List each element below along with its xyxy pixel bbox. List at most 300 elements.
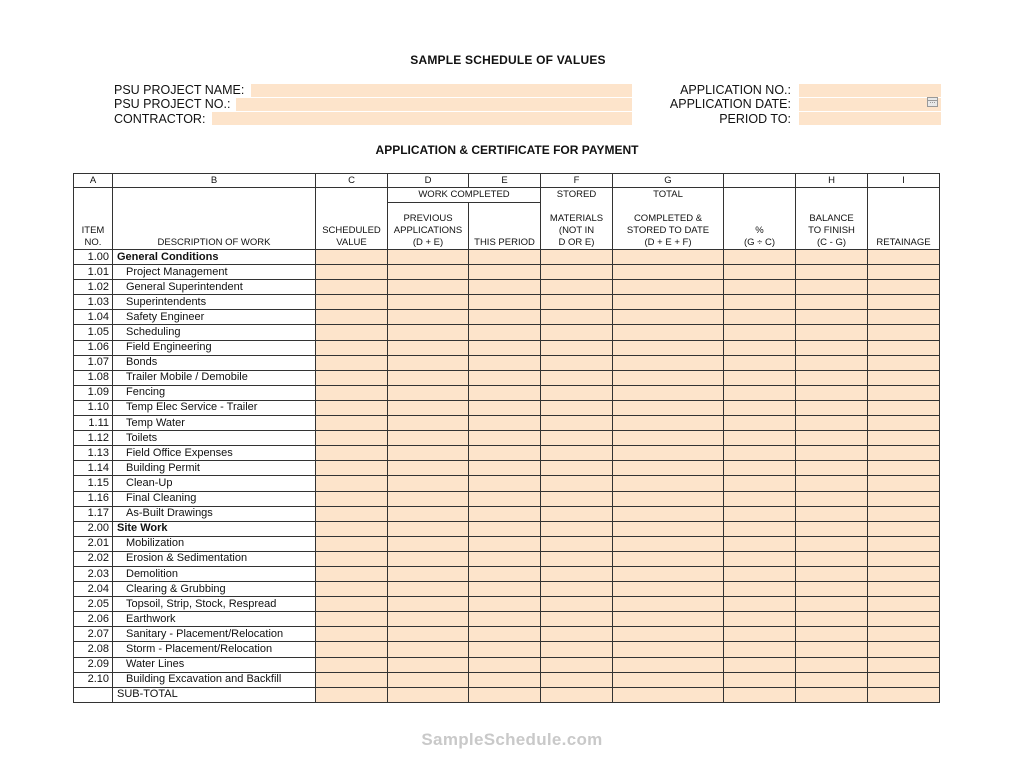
retainage-cell[interactable] <box>868 461 940 476</box>
column-letter: C <box>316 174 388 188</box>
subtotal-previous-applications-cell[interactable] <box>388 687 469 702</box>
retainage-cell[interactable] <box>868 672 940 687</box>
this-period-cell[interactable] <box>469 506 541 521</box>
stored-materials-cell[interactable] <box>541 446 613 461</box>
previous-applications-cell[interactable] <box>388 295 469 310</box>
retainage-cell[interactable] <box>868 566 940 581</box>
subtotal-balance-to-finish-cell[interactable] <box>796 687 868 702</box>
percent-cell[interactable] <box>724 295 796 310</box>
balance-to-finish-cell[interactable] <box>796 582 868 597</box>
scheduled-value-cell[interactable] <box>316 431 388 446</box>
total-completed-cell[interactable] <box>613 325 724 340</box>
percent-cell[interactable] <box>724 446 796 461</box>
application-date-label: APPLICATION DATE: <box>669 97 791 111</box>
total-completed-cell[interactable] <box>613 280 724 295</box>
balance-to-finish-cell[interactable] <box>796 431 868 446</box>
balance-to-finish-cell[interactable] <box>796 672 868 687</box>
column-letter: F <box>541 174 613 188</box>
scheduled-value-cell[interactable] <box>316 612 388 627</box>
percent-cell[interactable] <box>724 551 796 566</box>
table-row <box>74 597 940 612</box>
total-completed-cell[interactable] <box>613 461 724 476</box>
previous-applications-cell[interactable] <box>388 370 469 385</box>
application-date-field[interactable] <box>799 98 941 111</box>
retainage-cell[interactable] <box>868 295 940 310</box>
previous-applications-cell[interactable] <box>388 506 469 521</box>
stored-materials-cell[interactable] <box>541 551 613 566</box>
subtotal-this-period-cell[interactable] <box>469 687 541 702</box>
previous-applications-cell[interactable] <box>388 250 469 265</box>
percent-cell[interactable] <box>724 431 796 446</box>
previous-applications-header: PREVIOUS APPLICATIONS (D + E) <box>388 203 469 250</box>
retainage-cell[interactable] <box>868 536 940 551</box>
work-description: Final Cleaning <box>113 491 316 506</box>
stored-materials-cell[interactable] <box>541 566 613 581</box>
stored-materials-cell[interactable] <box>541 280 613 295</box>
work-description: General Superintendent <box>113 280 316 295</box>
this-period-cell[interactable] <box>469 370 541 385</box>
stored-materials-cell[interactable] <box>541 416 613 431</box>
this-period-cell[interactable] <box>469 325 541 340</box>
stored-materials-cell[interactable] <box>541 657 613 672</box>
item-number: 1.01 <box>74 265 113 280</box>
retainage-cell[interactable] <box>868 491 940 506</box>
scheduled-value-cell[interactable] <box>316 536 388 551</box>
total-completed-cell[interactable] <box>613 446 724 461</box>
balance-to-finish-cell[interactable] <box>796 325 868 340</box>
percent-cell[interactable] <box>724 385 796 400</box>
previous-applications-cell[interactable] <box>388 280 469 295</box>
previous-applications-cell[interactable] <box>388 325 469 340</box>
stored-materials-cell[interactable] <box>541 310 613 325</box>
scheduled-value-cell[interactable] <box>316 446 388 461</box>
previous-applications-cell[interactable] <box>388 265 469 280</box>
retainage-cell[interactable] <box>868 340 940 355</box>
scheduled-value-cell[interactable] <box>316 672 388 687</box>
stored-materials-cell[interactable] <box>541 597 613 612</box>
subtotal-scheduled-value-cell[interactable] <box>316 687 388 702</box>
balance-to-finish-cell[interactable] <box>796 461 868 476</box>
table-row <box>74 657 940 672</box>
work-description: Superintendents <box>113 295 316 310</box>
percent-cell[interactable] <box>724 506 796 521</box>
total-header-line1: TOTAL <box>613 188 724 203</box>
item-number: 1.04 <box>74 310 113 325</box>
stored-materials-cell[interactable] <box>541 582 613 597</box>
balance-to-finish-cell[interactable] <box>796 340 868 355</box>
this-period-cell[interactable] <box>469 340 541 355</box>
this-period-cell[interactable] <box>469 416 541 431</box>
balance-to-finish-cell[interactable] <box>796 506 868 521</box>
previous-applications-cell[interactable] <box>388 551 469 566</box>
scheduled-value-cell[interactable] <box>316 385 388 400</box>
previous-applications-cell[interactable] <box>388 355 469 370</box>
column-letter: A <box>74 174 113 188</box>
subtotal-total-completed-cell[interactable] <box>613 687 724 702</box>
total-completed-cell[interactable] <box>613 506 724 521</box>
item-number: 2.03 <box>74 566 113 581</box>
work-description: Project Management <box>113 265 316 280</box>
scheduled-value-cell[interactable] <box>316 325 388 340</box>
stored-materials-cell[interactable] <box>541 431 613 446</box>
subtotal-retainage-cell[interactable] <box>868 687 940 702</box>
previous-applications-cell[interactable] <box>388 597 469 612</box>
percent-cell[interactable] <box>724 627 796 642</box>
table-row <box>74 340 940 355</box>
scheduled-value-cell[interactable] <box>316 657 388 672</box>
retainage-cell[interactable] <box>868 446 940 461</box>
this-period-cell[interactable] <box>469 431 541 446</box>
this-period-cell[interactable] <box>469 446 541 461</box>
stored-materials-cell[interactable] <box>541 521 613 536</box>
balance-to-finish-cell[interactable] <box>796 612 868 627</box>
scheduled-value-cell[interactable] <box>316 461 388 476</box>
this-period-cell[interactable] <box>469 536 541 551</box>
percent-header: % (G ÷ C) <box>724 203 796 250</box>
table-row <box>74 400 940 415</box>
total-completed-cell[interactable] <box>613 431 724 446</box>
percent-cell[interactable] <box>724 476 796 491</box>
this-period-cell[interactable] <box>469 627 541 642</box>
section-heading: Site Work <box>113 521 316 536</box>
retainage-cell[interactable] <box>868 370 940 385</box>
balance-to-finish-cell[interactable] <box>796 642 868 657</box>
table-row <box>74 355 940 370</box>
balance-to-finish-cell[interactable] <box>796 385 868 400</box>
stored-materials-cell[interactable] <box>541 385 613 400</box>
stored-materials-cell[interactable] <box>541 400 613 415</box>
retainage-cell[interactable] <box>868 476 940 491</box>
percent-cell[interactable] <box>724 521 796 536</box>
scheduled-value-cell[interactable] <box>316 627 388 642</box>
total-completed-cell[interactable] <box>613 295 724 310</box>
previous-applications-cell[interactable] <box>388 431 469 446</box>
table-row <box>74 642 940 657</box>
item-number: 2.05 <box>74 597 113 612</box>
header-row-bottom <box>74 203 940 250</box>
balance-to-finish-cell[interactable] <box>796 250 868 265</box>
retainage-cell[interactable] <box>868 325 940 340</box>
balance-to-finish-cell[interactable] <box>796 536 868 551</box>
form-title: SAMPLE SCHEDULE OF VALUES <box>410 53 606 67</box>
scheduled-value-cell[interactable] <box>316 582 388 597</box>
balance-to-finish-cell[interactable] <box>796 597 868 612</box>
stored-materials-cell[interactable] <box>541 491 613 506</box>
retainage-cell[interactable] <box>868 400 940 415</box>
item-number: 2.01 <box>74 536 113 551</box>
percent-cell[interactable] <box>724 536 796 551</box>
total-completed-cell[interactable] <box>613 310 724 325</box>
percent-cell[interactable] <box>724 265 796 280</box>
work-description: Mobilization <box>113 536 316 551</box>
retainage-cell[interactable] <box>868 582 940 597</box>
total-completed-cell[interactable] <box>613 250 724 265</box>
stored-materials-cell[interactable] <box>541 672 613 687</box>
previous-applications-cell[interactable] <box>388 582 469 597</box>
this-period-cell[interactable] <box>469 400 541 415</box>
application-no-field[interactable] <box>799 84 941 97</box>
balance-to-finish-cell[interactable] <box>796 310 868 325</box>
balance-to-finish-cell[interactable] <box>796 521 868 536</box>
subtotal-percent-cell[interactable] <box>724 687 796 702</box>
scheduled-value-cell[interactable] <box>316 476 388 491</box>
percent-cell[interactable] <box>724 355 796 370</box>
stored-materials-cell[interactable] <box>541 627 613 642</box>
balance-to-finish-cell[interactable] <box>796 355 868 370</box>
stored-materials-cell[interactable] <box>541 250 613 265</box>
balance-to-finish-cell[interactable] <box>796 400 868 415</box>
retainage-cell[interactable] <box>868 597 940 612</box>
scheduled-value-cell[interactable] <box>316 551 388 566</box>
previous-applications-cell[interactable] <box>388 672 469 687</box>
this-period-cell[interactable] <box>469 642 541 657</box>
percent-cell[interactable] <box>724 582 796 597</box>
this-period-cell[interactable] <box>469 476 541 491</box>
total-completed-cell[interactable] <box>613 340 724 355</box>
scheduled-value-cell[interactable] <box>316 250 388 265</box>
this-period-cell[interactable] <box>469 597 541 612</box>
this-period-cell[interactable] <box>469 265 541 280</box>
balance-to-finish-cell[interactable] <box>796 280 868 295</box>
previous-applications-cell[interactable] <box>388 642 469 657</box>
column-letter: I <box>868 174 940 188</box>
balance-to-finish-cell[interactable] <box>796 370 868 385</box>
this-period-cell[interactable] <box>469 310 541 325</box>
work-description: Storm - Placement/Relocation <box>113 642 316 657</box>
retainage-cell[interactable] <box>868 385 940 400</box>
total-completed-cell[interactable] <box>613 536 724 551</box>
previous-applications-cell[interactable] <box>388 612 469 627</box>
scheduled-value-cell[interactable] <box>316 566 388 581</box>
stored-materials-cell[interactable] <box>541 325 613 340</box>
scheduled-value-cell[interactable] <box>316 370 388 385</box>
scheduled-value-cell[interactable] <box>316 506 388 521</box>
this-period-cell[interactable] <box>469 566 541 581</box>
stored-materials-cell[interactable] <box>541 506 613 521</box>
percent-cell[interactable] <box>724 400 796 415</box>
retainage-cell[interactable] <box>868 310 940 325</box>
total-completed-cell[interactable] <box>613 627 724 642</box>
period-to-label: PERIOD TO: <box>719 112 791 126</box>
scheduled-value-cell[interactable] <box>316 310 388 325</box>
total-completed-cell[interactable] <box>613 491 724 506</box>
total-completed-cell[interactable] <box>613 566 724 581</box>
percent-cell[interactable] <box>724 250 796 265</box>
balance-to-finish-cell[interactable] <box>796 416 868 431</box>
stored-materials-cell[interactable] <box>541 461 613 476</box>
this-period-cell[interactable] <box>469 385 541 400</box>
item-number: 2.10 <box>74 672 113 687</box>
this-period-cell[interactable] <box>469 612 541 627</box>
retainage-cell[interactable] <box>868 506 940 521</box>
previous-applications-cell[interactable] <box>388 657 469 672</box>
total-completed-cell[interactable] <box>613 476 724 491</box>
total-completed-cell[interactable] <box>613 582 724 597</box>
this-period-cell[interactable] <box>469 582 541 597</box>
this-period-cell[interactable] <box>469 355 541 370</box>
item-number: 1.12 <box>74 431 113 446</box>
balance-to-finish-cell[interactable] <box>796 295 868 310</box>
project-name-field[interactable] <box>251 84 632 97</box>
stored-materials-header: MATERIALS (NOT IN D OR E) <box>541 203 613 250</box>
project-name-label: PSU PROJECT NAME: <box>114 83 245 97</box>
scheduled-value-cell[interactable] <box>316 491 388 506</box>
stored-materials-cell[interactable] <box>541 476 613 491</box>
item-number: 1.17 <box>74 506 113 521</box>
item-number: 1.16 <box>74 491 113 506</box>
previous-applications-cell[interactable] <box>388 521 469 536</box>
this-period-cell[interactable] <box>469 250 541 265</box>
stored-materials-cell[interactable] <box>541 265 613 280</box>
this-period-cell[interactable] <box>469 521 541 536</box>
balance-to-finish-cell[interactable] <box>796 265 868 280</box>
balance-to-finish-cell[interactable] <box>796 657 868 672</box>
retainage-cell[interactable] <box>868 250 940 265</box>
previous-applications-cell[interactable] <box>388 627 469 642</box>
percent-cell[interactable] <box>724 491 796 506</box>
percent-cell[interactable] <box>724 416 796 431</box>
scheduled-value-cell[interactable] <box>316 280 388 295</box>
work-description: Fencing <box>113 385 316 400</box>
percent-cell[interactable] <box>724 642 796 657</box>
previous-applications-cell[interactable] <box>388 310 469 325</box>
percent-cell[interactable] <box>724 461 796 476</box>
this-period-cell[interactable] <box>469 280 541 295</box>
balance-to-finish-cell[interactable] <box>796 627 868 642</box>
balance-to-finish-cell[interactable] <box>796 476 868 491</box>
retainage-cell[interactable] <box>868 280 940 295</box>
total-completed-cell[interactable] <box>613 521 724 536</box>
percent-cell[interactable] <box>724 310 796 325</box>
retainage-cell[interactable] <box>868 431 940 446</box>
total-completed-cell[interactable] <box>613 265 724 280</box>
total-completed-cell[interactable] <box>613 370 724 385</box>
item-no-header: ITEM NO. <box>74 203 113 250</box>
previous-applications-cell[interactable] <box>388 416 469 431</box>
total-completed-cell[interactable] <box>613 551 724 566</box>
retainage-cell[interactable] <box>868 551 940 566</box>
table-row <box>74 506 940 521</box>
retainage-header: RETAINAGE <box>868 203 940 250</box>
total-completed-cell[interactable] <box>613 400 724 415</box>
contractor-field[interactable] <box>212 112 632 125</box>
percent-cell[interactable] <box>724 657 796 672</box>
calendar-icon[interactable] <box>927 97 938 107</box>
work-description: Trailer Mobile / Demobile <box>113 370 316 385</box>
total-completed-cell[interactable] <box>613 416 724 431</box>
item-number: 1.00 <box>74 250 113 265</box>
stored-materials-cell[interactable] <box>541 370 613 385</box>
previous-applications-cell[interactable] <box>388 491 469 506</box>
percent-cell[interactable] <box>724 672 796 687</box>
stored-materials-cell[interactable] <box>541 612 613 627</box>
balance-to-finish-cell[interactable] <box>796 446 868 461</box>
previous-applications-cell[interactable] <box>388 566 469 581</box>
this-period-header: THIS PERIOD <box>469 203 541 250</box>
period-to-field[interactable] <box>799 112 941 125</box>
balance-to-finish-cell[interactable] <box>796 551 868 566</box>
previous-applications-cell[interactable] <box>388 400 469 415</box>
this-period-cell[interactable] <box>469 295 541 310</box>
work-description: Topsoil, Strip, Stock, Respread <box>113 597 316 612</box>
total-completed-cell[interactable] <box>613 597 724 612</box>
percent-cell[interactable] <box>724 612 796 627</box>
percent-cell[interactable] <box>724 370 796 385</box>
subtotal-stored-materials-cell[interactable] <box>541 687 613 702</box>
work-description: Scheduling <box>113 325 316 340</box>
stored-materials-cell[interactable] <box>541 355 613 370</box>
stored-materials-cell[interactable] <box>541 340 613 355</box>
item-number: 1.08 <box>74 370 113 385</box>
project-no-label: PSU PROJECT NO.: <box>114 97 231 111</box>
this-period-cell[interactable] <box>469 491 541 506</box>
retainage-cell[interactable] <box>868 521 940 536</box>
stored-materials-cell[interactable] <box>541 295 613 310</box>
project-no-field[interactable] <box>236 98 632 111</box>
retainage-cell[interactable] <box>868 627 940 642</box>
scheduled-value-cell[interactable] <box>316 340 388 355</box>
scheduled-value-cell[interactable] <box>316 521 388 536</box>
retainage-cell[interactable] <box>868 355 940 370</box>
work-description: Sanitary - Placement/Relocation <box>113 627 316 642</box>
previous-applications-cell[interactable] <box>388 476 469 491</box>
previous-applications-cell[interactable] <box>388 340 469 355</box>
this-period-cell[interactable] <box>469 672 541 687</box>
previous-applications-cell[interactable] <box>388 446 469 461</box>
previous-applications-cell[interactable] <box>388 461 469 476</box>
percent-cell[interactable] <box>724 597 796 612</box>
balance-to-finish-cell[interactable] <box>796 566 868 581</box>
stored-materials-cell[interactable] <box>541 642 613 657</box>
total-completed-cell[interactable] <box>613 385 724 400</box>
retainage-cell[interactable] <box>868 657 940 672</box>
percent-cell[interactable] <box>724 340 796 355</box>
total-completed-cell[interactable] <box>613 355 724 370</box>
percent-cell[interactable] <box>724 325 796 340</box>
scheduled-value-cell[interactable] <box>316 295 388 310</box>
this-period-cell[interactable] <box>469 551 541 566</box>
scheduled-value-cell[interactable] <box>316 400 388 415</box>
watermark: SampleSchedule.com <box>421 730 603 749</box>
previous-applications-cell[interactable] <box>388 385 469 400</box>
scheduled-value-cell[interactable] <box>316 416 388 431</box>
total-completed-cell[interactable] <box>613 672 724 687</box>
retainage-cell[interactable] <box>868 642 940 657</box>
scheduled-value-cell[interactable] <box>316 355 388 370</box>
retainage-cell[interactable] <box>868 416 940 431</box>
percent-cell[interactable] <box>724 280 796 295</box>
percent-cell[interactable] <box>724 566 796 581</box>
description-header: DESCRIPTION OF WORK <box>113 203 316 250</box>
total-completed-cell[interactable] <box>613 657 724 672</box>
this-period-cell[interactable] <box>469 657 541 672</box>
scheduled-value-cell[interactable] <box>316 597 388 612</box>
total-completed-cell[interactable] <box>613 642 724 657</box>
balance-to-finish-cell[interactable] <box>796 491 868 506</box>
previous-applications-cell[interactable] <box>388 536 469 551</box>
this-period-cell[interactable] <box>469 461 541 476</box>
retainage-cell[interactable] <box>868 265 940 280</box>
scheduled-value-cell[interactable] <box>316 642 388 657</box>
scheduled-value-cell[interactable] <box>316 265 388 280</box>
retainage-cell[interactable] <box>868 612 940 627</box>
table-row <box>74 310 940 325</box>
work-description: Building Permit <box>113 461 316 476</box>
stored-materials-cell[interactable] <box>541 536 613 551</box>
total-completed-cell[interactable] <box>613 612 724 627</box>
table-row <box>74 566 940 581</box>
work-description: Field Office Expenses <box>113 446 316 461</box>
